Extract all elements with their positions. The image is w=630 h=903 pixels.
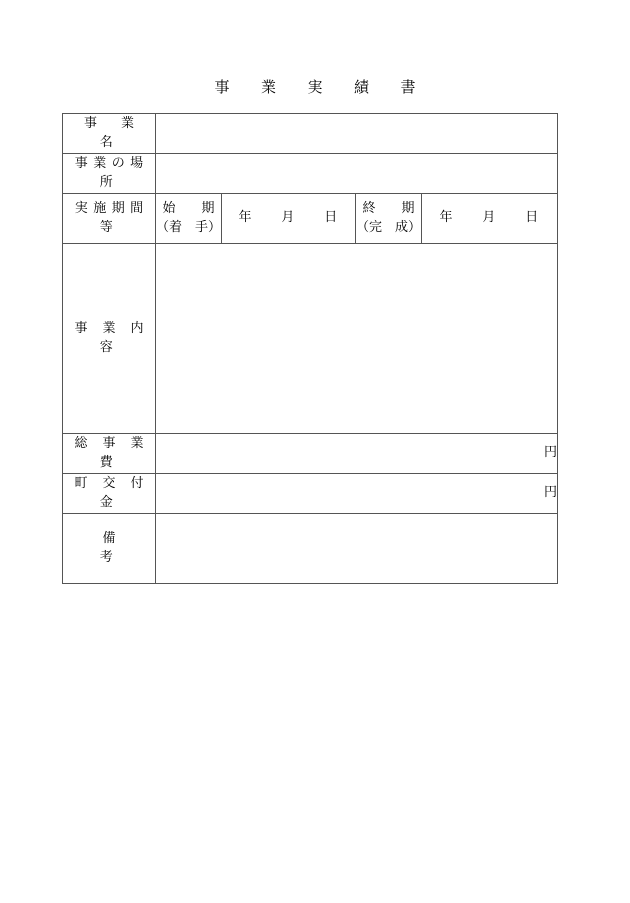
table-row (63, 114, 558, 154)
field-town-grant-unit: 円 (543, 485, 557, 501)
achievement-report-form (62, 113, 558, 584)
field-period-start-date-text: 年 月 日 (238, 210, 339, 226)
label-town-grant (63, 474, 156, 514)
table-row (63, 244, 558, 434)
label-remarks-text: 備 考 (99, 530, 177, 565)
field-project-name[interactable] (156, 114, 558, 154)
label-project-name-text: 事 業 名 (84, 115, 158, 150)
label-project-name (63, 114, 156, 154)
table-row (63, 434, 558, 474)
label-project-content (63, 244, 156, 434)
table-row (63, 194, 558, 244)
label-period-start-line2: （着 手） (156, 219, 222, 235)
field-total-cost[interactable] (156, 434, 558, 474)
field-period-end-date[interactable] (422, 194, 558, 244)
label-period-end-line1: 終 期 (362, 200, 422, 216)
field-period-end-date-text: 年 月 日 (439, 210, 540, 226)
field-remarks[interactable] (156, 514, 558, 584)
label-period-text: 実施期間等 (74, 200, 149, 235)
table-row (63, 154, 558, 194)
field-period-start-date[interactable] (222, 194, 356, 244)
field-town-grant[interactable] (156, 474, 558, 514)
page-title: 事 業 実 績 書 (214, 78, 424, 96)
label-period-end-line2: （完 成） (356, 219, 422, 235)
field-project-place[interactable] (156, 154, 558, 194)
label-period-start (156, 194, 222, 244)
field-project-content[interactable] (156, 244, 558, 434)
label-total-cost-text: 総 事 業 費 (74, 435, 150, 470)
label-period (63, 194, 156, 244)
field-total-cost-unit: 円 (543, 445, 557, 461)
label-project-place (63, 154, 156, 194)
table-row (63, 514, 558, 584)
label-total-cost (63, 434, 156, 474)
label-project-content-text: 事 業 内 容 (74, 320, 150, 355)
label-remarks (63, 514, 177, 584)
table-row (63, 474, 558, 514)
label-project-place-text: 事業の場所 (74, 155, 149, 190)
label-town-grant-text: 町 交 付 金 (74, 475, 150, 510)
label-period-start-line1: 始 期 (162, 200, 222, 216)
label-period-end (356, 194, 422, 244)
